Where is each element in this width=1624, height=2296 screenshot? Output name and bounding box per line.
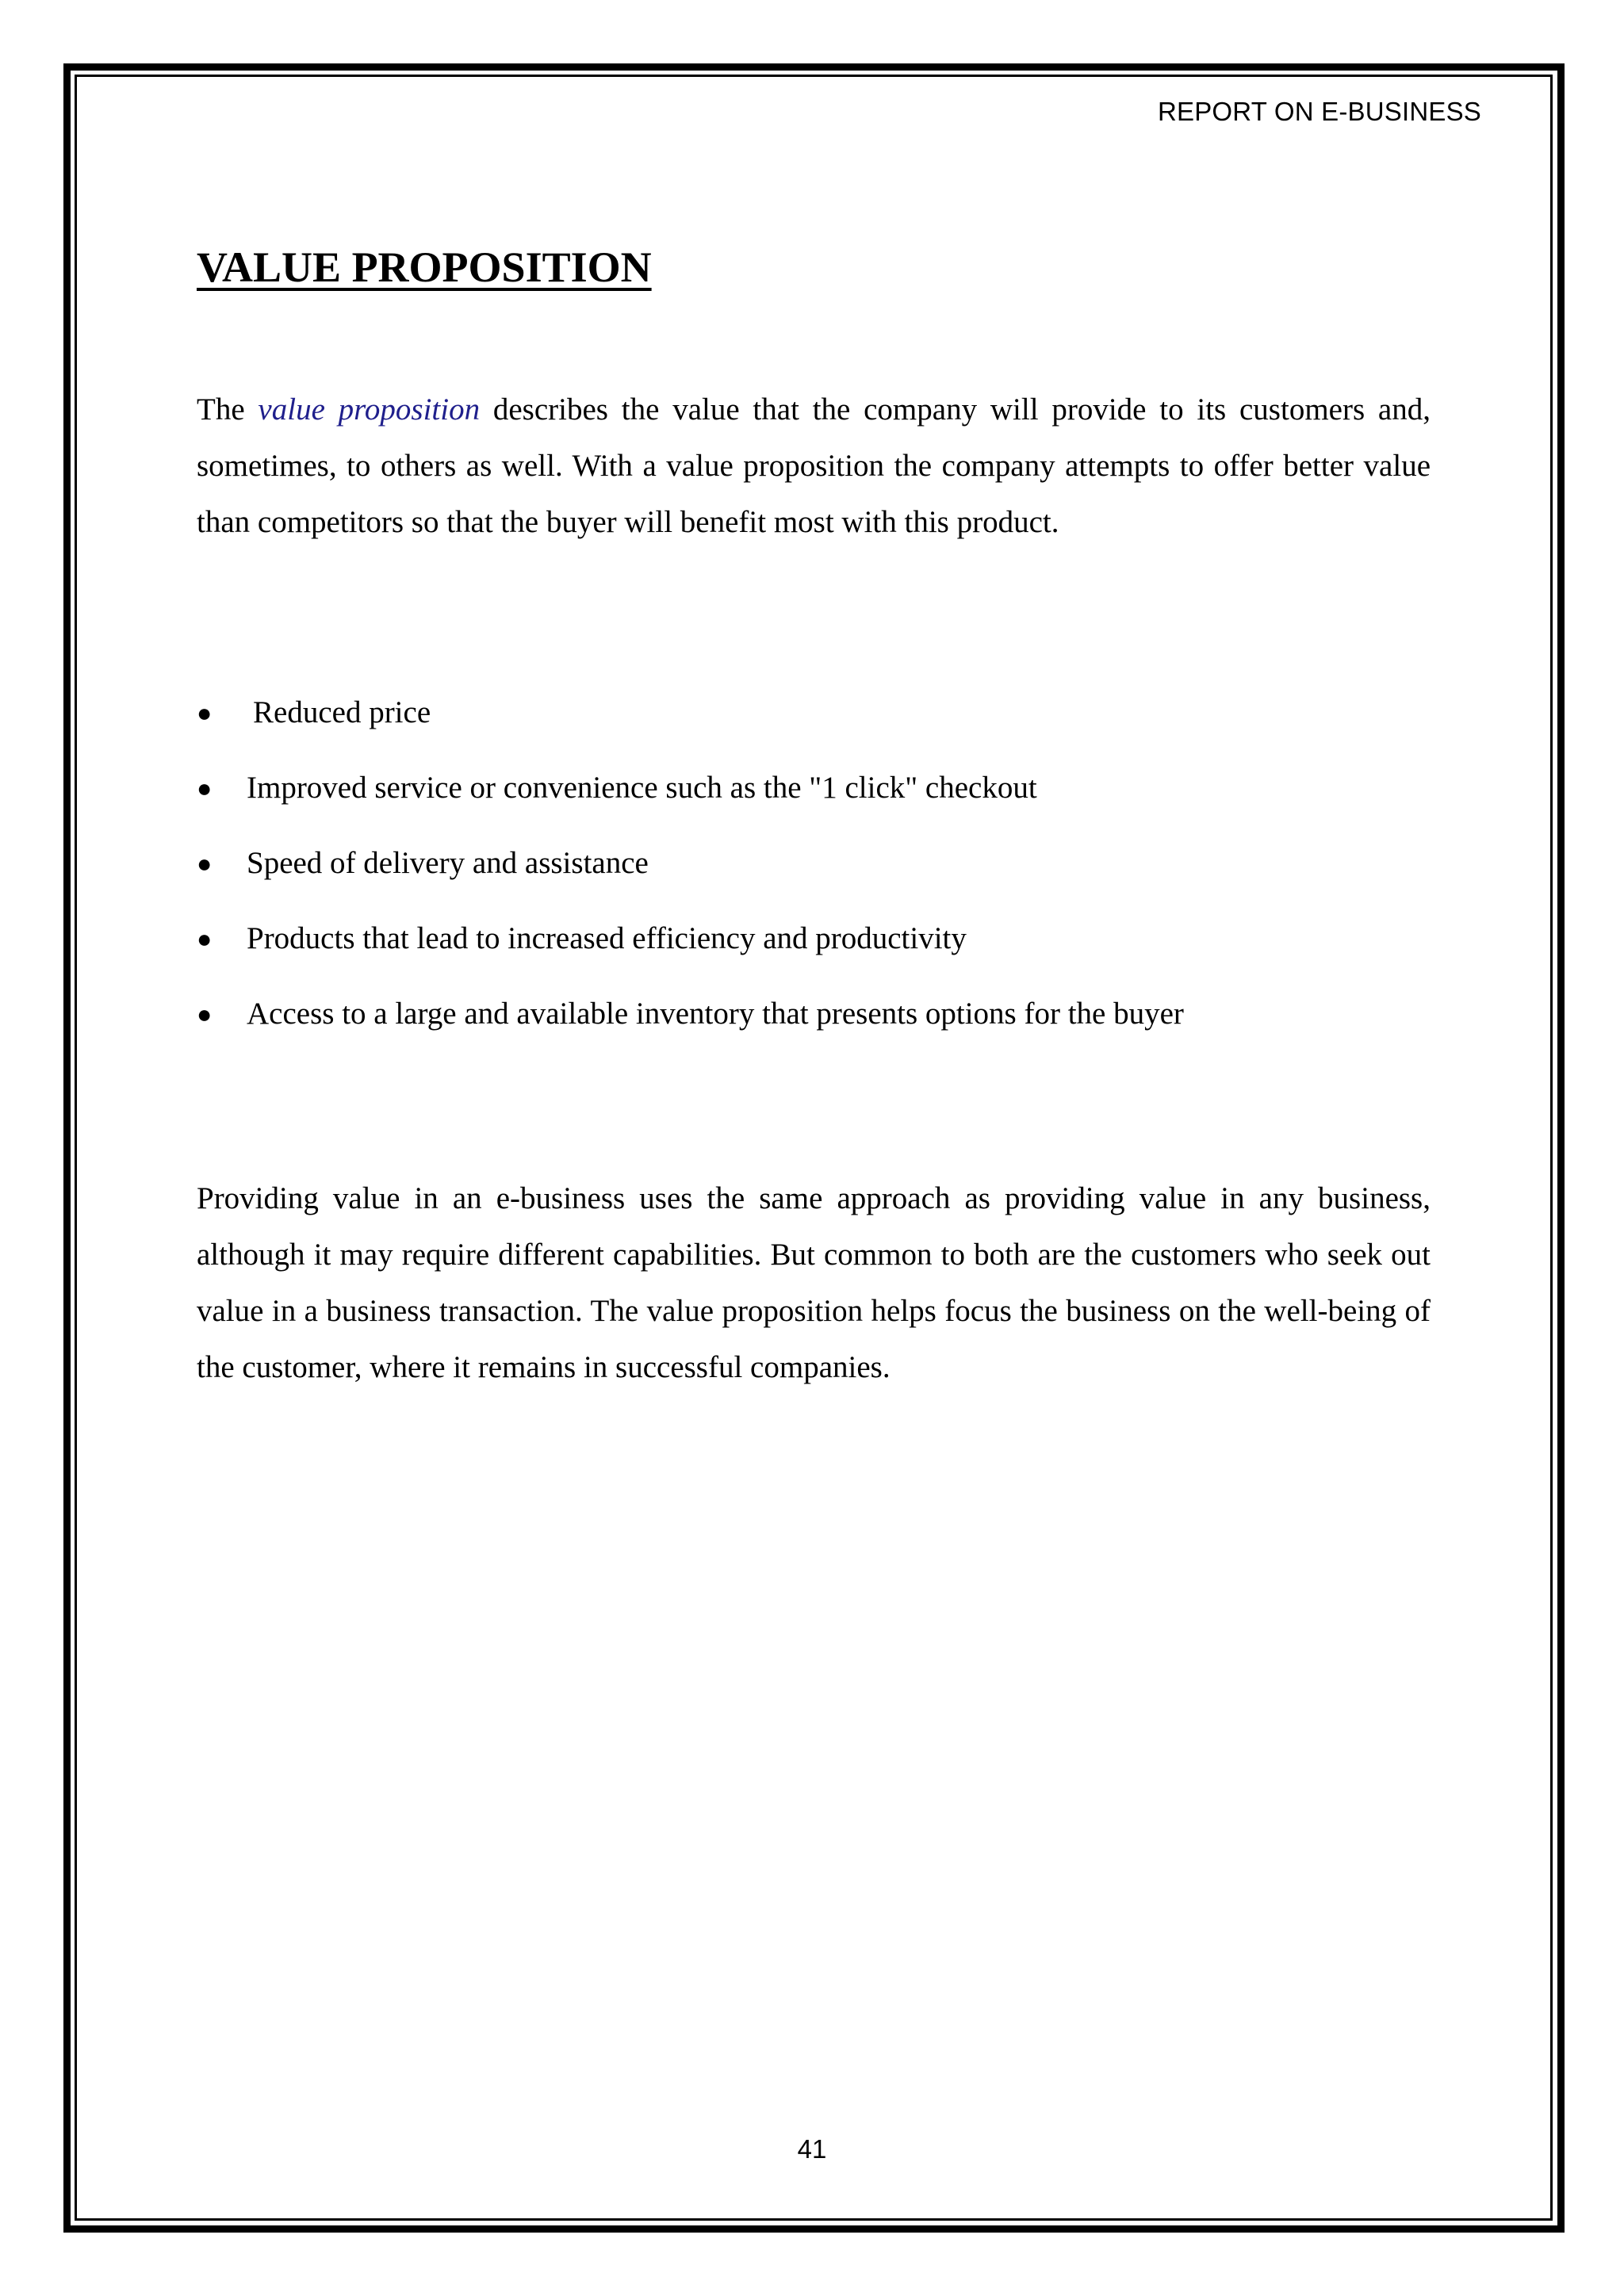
bullet-icon: ● [197,1000,213,1028]
list-item-text: Improved service or convenience such as the "1 click" checkout [247,771,1037,805]
list-item-text: Reduced price [253,695,431,729]
list-item [197,837,1184,913]
list-item-text: Speed of delivery and assistance [247,846,649,880]
value-list [197,687,1184,1063]
conclusion-paragraph: Providing value in an e-business uses the same approach as providing value in any business, although it may require different capabilities. But common to both are the customers who seek out value in a business transaction. The value proposition helps focus the business on the well-being of the customer, where it remains in successful companies. [197,1181,1431,1384]
page-number: 41 [797,2134,827,2164]
bullet-icon: ● [197,774,213,802]
running-header: REPORT ON E-BUSINESS [1157,97,1481,126]
intro-paragraph [197,381,1431,550]
bullet-icon: ● [197,698,213,727]
list-item [197,687,1184,762]
intro-rest: describes the value that the company will provide to its customers and, sometimes, to others as well. With a value proposition the company attempts to offer better value than competitors so that the buyer will benefit most with this product. [197,392,1431,539]
bullet-icon: ● [197,924,213,953]
list-item [197,762,1184,837]
list-item [197,988,1184,1063]
bullet-icon: ● [197,849,213,878]
section-title: VALUE PROPOSITION [197,243,652,291]
intro-lead: The [197,392,259,427]
list-item [197,913,1184,988]
highlighted-term: value proposition [258,392,481,427]
list-item-text: Products that lead to increased efficiency and productivity [247,921,967,955]
list-item-text: Access to a large and available inventory that presents options for the buyer [247,997,1184,1031]
